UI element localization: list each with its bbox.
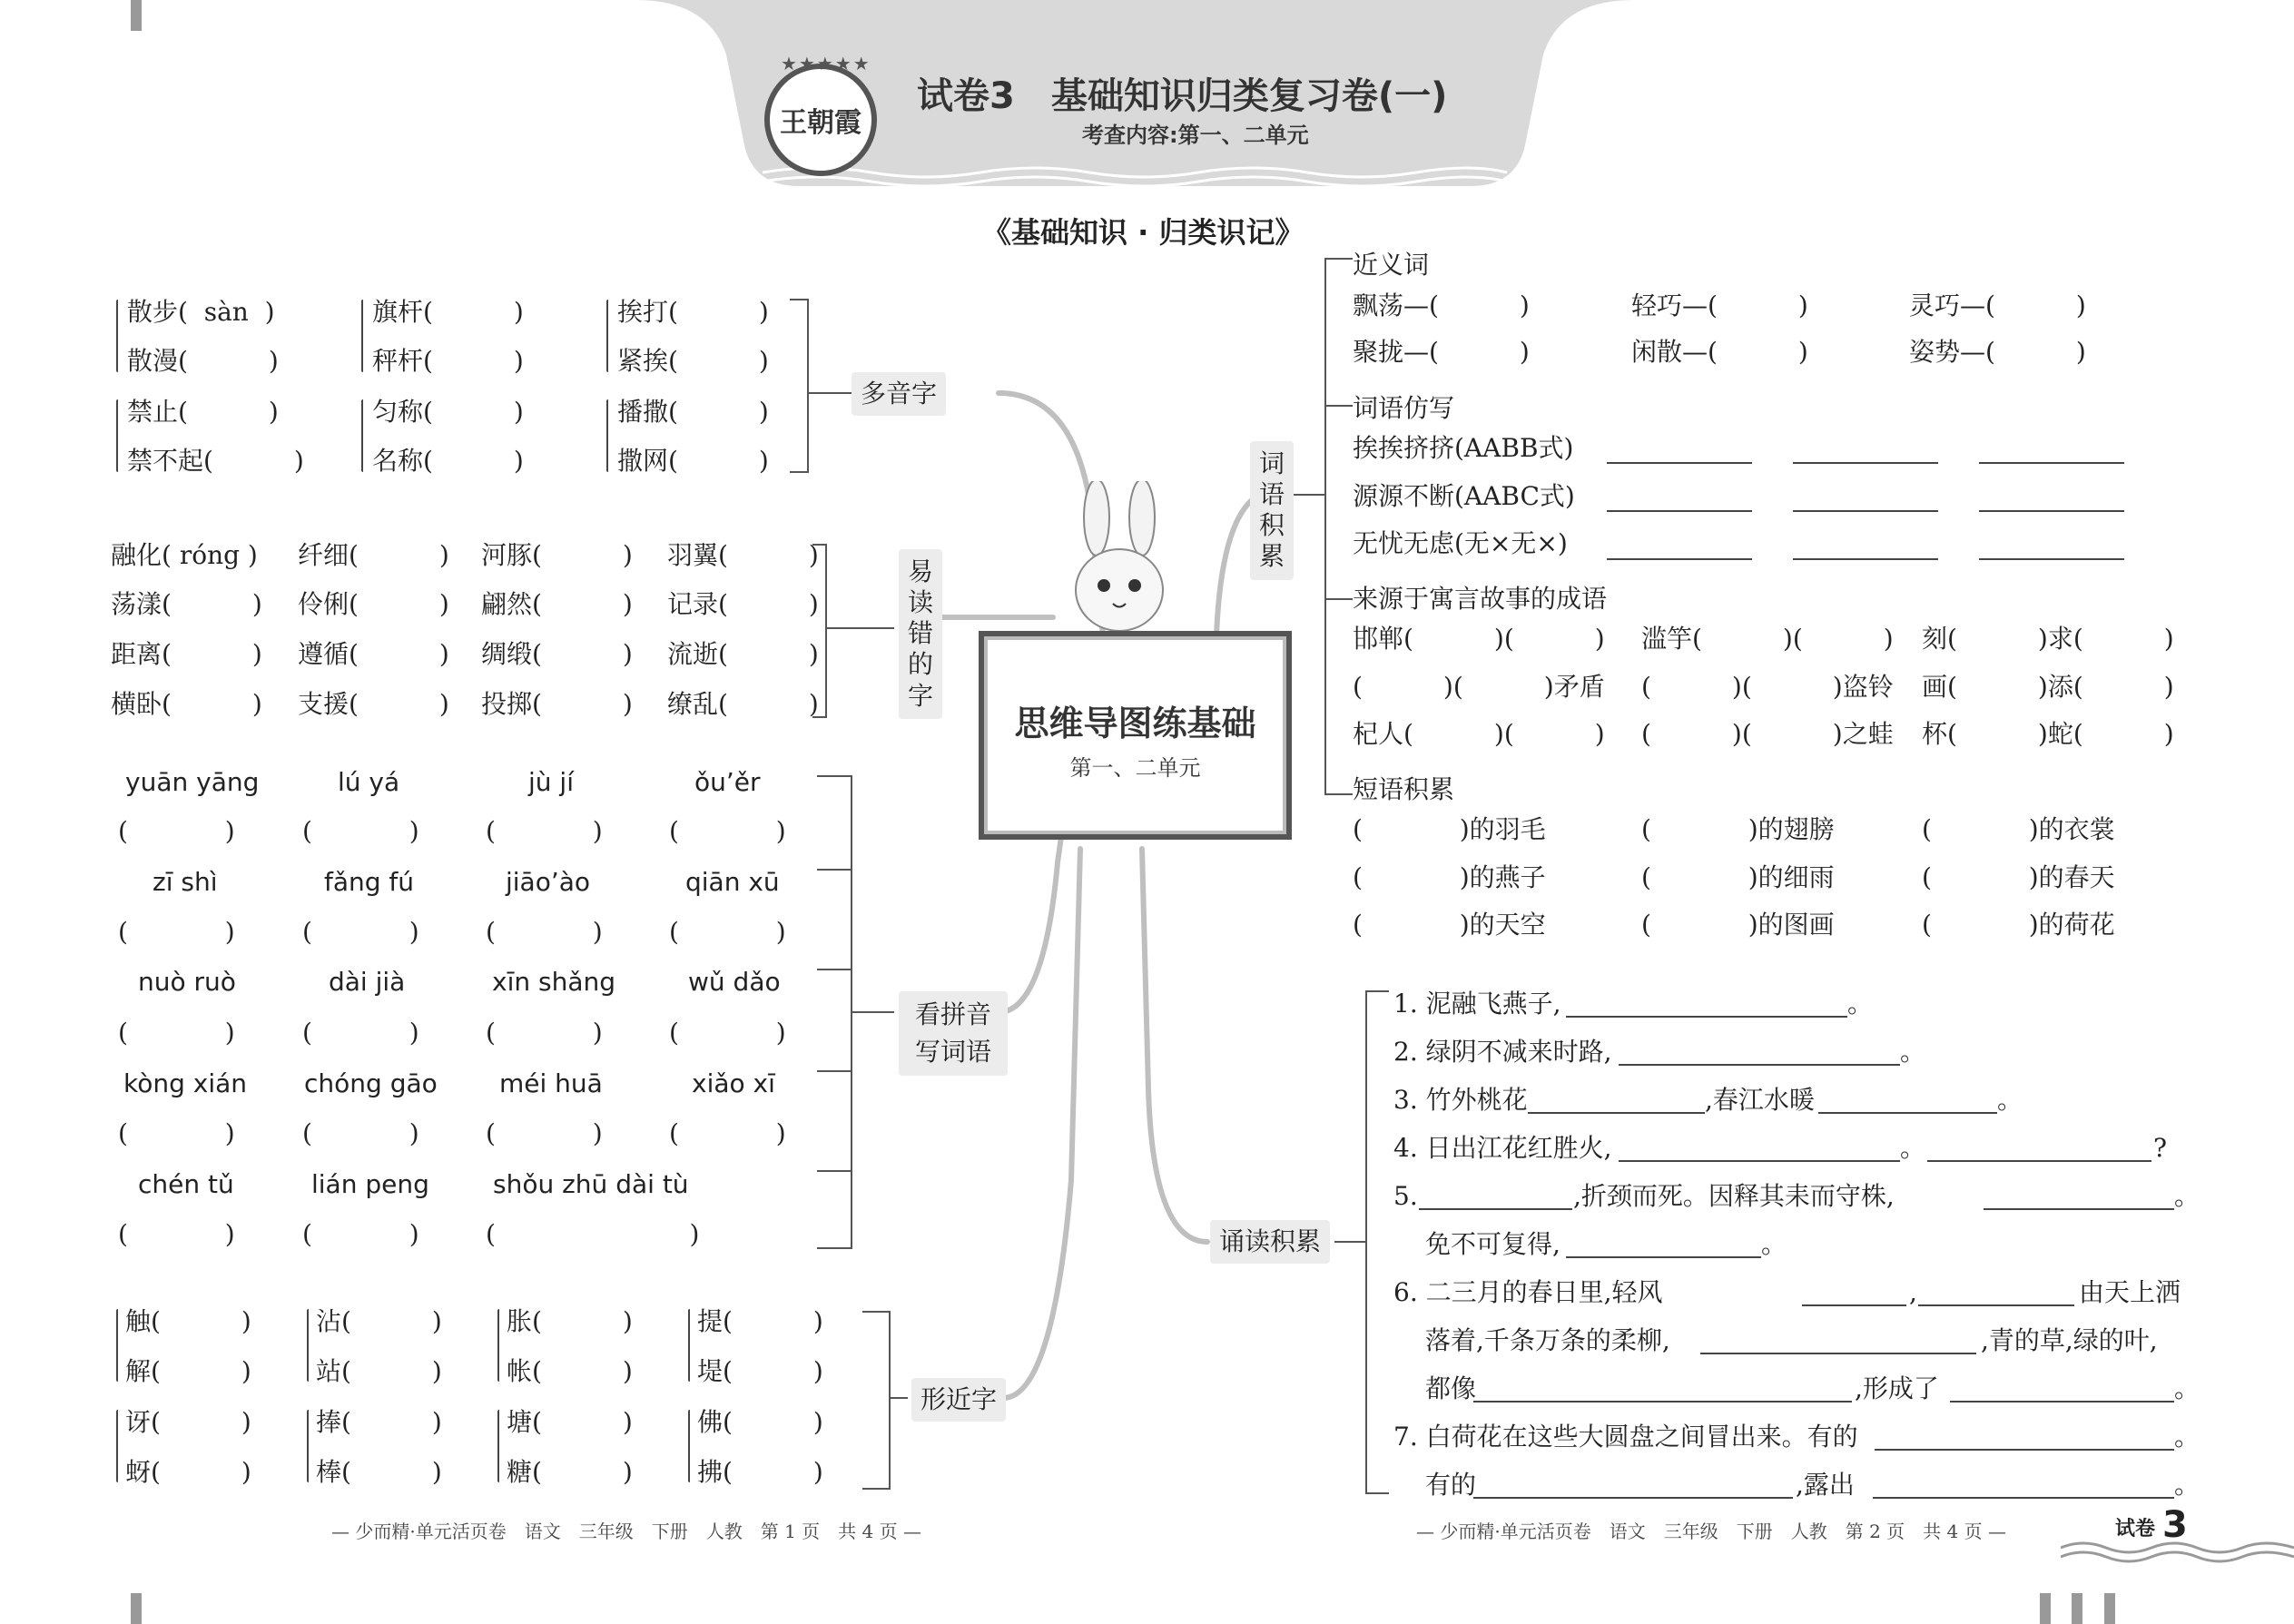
idiom-item: ( )( )之蛙 (1641, 719, 1894, 749)
logo-stars: ★★★★★ (781, 53, 871, 74)
phrase-item: ( )的荷花 (1922, 910, 2115, 940)
idiom-item: 邯郸( )( ) (1353, 624, 1605, 654)
polyphone-item: 旗杆( ) (372, 297, 524, 327)
similar-brace (307, 1309, 309, 1382)
recite-fragment: ,青的草,绿的叶, (1981, 1325, 2158, 1355)
recite-period: 。 (1900, 1037, 1926, 1067)
polyphone-item: 散步( sàn ) (127, 297, 275, 327)
branch-vocab-label: 词语积累 (1258, 448, 1285, 572)
pinyin-blank[interactable]: ( ) (669, 917, 786, 947)
similar-item: 站( ) (316, 1356, 442, 1386)
phrase-item: ( )的图画 (1641, 910, 1835, 940)
pinyin-prompt: lián peng (311, 1169, 429, 1199)
synonym-item: 飘荡—( ) (1353, 290, 1530, 320)
recite-period: 。 (2174, 1181, 2200, 1211)
synonym-item: 灵巧—( ) (1909, 290, 2086, 320)
misread-item: 缭乱( ) (667, 689, 819, 719)
similar-item: 沾( ) (316, 1306, 442, 1336)
pinyin-prompt: nuò ruò (138, 967, 236, 997)
synonym-item: 姿势—( ) (1909, 337, 2086, 367)
recite-line: 6. 二三月的春日里,轻风 (1393, 1277, 1663, 1307)
pinyin-blank-long[interactable]: ( ) (486, 1219, 700, 1249)
recite-line: 1. 泥融飞燕子, (1393, 989, 1561, 1019)
paper-label: 试卷 (2115, 1518, 2156, 1540)
recite-line: 落着,千条万条的柔柳, (1425, 1325, 1670, 1355)
pinyin-prompt: chóng gāo (304, 1068, 438, 1098)
paper-number: 3 (2162, 1504, 2188, 1546)
recite-period: 。 (2174, 1373, 2200, 1403)
similar-brace (688, 1410, 690, 1482)
recite-period: 。 (2174, 1470, 2200, 1500)
section-banner: 《基础知识 · 归类识记》 (982, 215, 1305, 250)
idiom-item: ( )( )矛盾 (1353, 672, 1605, 702)
branch-misread (899, 549, 942, 719)
recite-line: 免不可复得, (1425, 1229, 1561, 1259)
pinyin-prompt: chén tǔ (138, 1169, 234, 1199)
page-title: 试卷3 基础知识归类复习卷(一) (917, 75, 1448, 117)
center-board (979, 631, 1292, 840)
pinyin-prompt: xīn shǎng (492, 967, 616, 997)
pinyin-prompt: xiǎo xī (692, 1068, 775, 1098)
polyphone-item: 匀称( ) (372, 397, 524, 427)
pinyin-blank[interactable]: ( ) (486, 816, 603, 846)
misread-item: 支援( ) (298, 689, 449, 719)
polyphone-item: 播撒( ) (617, 397, 769, 427)
recite-line: 5. (1393, 1181, 1418, 1211)
pinyin-prompt: jù jí (528, 767, 574, 797)
pinyin-prompt: méi huā (499, 1068, 603, 1098)
polyphone-brace (361, 300, 363, 372)
pinyin-blank[interactable]: ( ) (486, 1118, 603, 1148)
footer-right: — 少而精·单元活页卷 语文 三年级 下册 人教 第 2 页 共 4 页 — (1416, 1521, 2006, 1542)
pinyin-blank[interactable]: ( ) (118, 816, 235, 846)
misread-item: 绸缎( ) (481, 639, 633, 669)
misread-item: 荡漾( ) (111, 589, 262, 619)
misread-item: 翩然( ) (481, 589, 633, 619)
misread-item: 羽翼( ) (667, 540, 819, 570)
recite-question: ? (2153, 1133, 2168, 1163)
recite-line: 7. 白荷花在这些大圆盘之间冒出来。有的 (1393, 1422, 1858, 1452)
phrase-item: ( )的春天 (1922, 862, 2115, 892)
polyphone-item: 禁不起( ) (127, 446, 304, 476)
branch-polyphone: 多音字 (852, 372, 946, 416)
misread-item: 融化( róng ) (111, 540, 258, 570)
similar-brace (688, 1309, 690, 1382)
polyphone-brace (606, 399, 608, 472)
misread-item: 记录( ) (667, 589, 819, 619)
center-title: 思维导图练基础 (1014, 704, 1256, 743)
recite-line: 4. 日出江花红胜火, (1393, 1133, 1612, 1163)
recite-line: 都像 (1425, 1373, 1477, 1403)
recite-period: 。 (1761, 1229, 1787, 1259)
polyphone-item: 紧挨( ) (617, 346, 769, 376)
polyphone-brace (116, 399, 118, 472)
similar-item: 提( ) (697, 1306, 823, 1336)
polyphone-item: 名称( ) (372, 446, 524, 476)
pinyin-prompt: dài jià (329, 967, 406, 997)
pinyin-prompt: zī shì (153, 867, 218, 897)
idiom-item: ( )( )盗铃 (1641, 672, 1894, 702)
polyphone-item: 散漫( ) (127, 346, 279, 376)
pinyin-prompt: wǔ dǎo (688, 967, 781, 997)
recite-fragment: ,春江水暖 (1705, 1085, 1815, 1115)
similar-item: 拂( ) (697, 1457, 823, 1487)
idiom-item: 杯( )蛇( ) (1922, 719, 2174, 749)
idiom-item: 杞人( )( ) (1353, 719, 1605, 749)
misread-item: 流逝( ) (667, 639, 819, 669)
recite-period: 。 (2174, 1422, 2200, 1452)
misread-item: 伶俐( ) (298, 589, 449, 619)
page-subtitle: 考查内容:第一、二单元 (1082, 123, 1309, 148)
pinyin-prompt: qiān xū (685, 867, 780, 897)
similar-item: 棒( ) (316, 1457, 442, 1487)
pinyin-blank[interactable]: ( ) (302, 1219, 419, 1249)
misread-item: 河豚( ) (481, 540, 633, 570)
similar-item: 讶( ) (125, 1407, 251, 1437)
pinyin-blank[interactable]: ( ) (302, 816, 419, 846)
recite-period: 。 (1847, 989, 1874, 1019)
recite-comma: , (1909, 1277, 1917, 1307)
imitate-item: 挨挨挤挤(AABB式) (1353, 433, 1574, 463)
imitate-item: 源源不断(AABC式) (1353, 481, 1575, 511)
similar-brace (116, 1309, 118, 1382)
pinyin-blank[interactable]: ( ) (486, 917, 603, 947)
phrase-item: ( )的衣裳 (1922, 814, 2115, 844)
pinyin-blank[interactable]: ( ) (302, 1118, 419, 1148)
imitate-heading: 词语仿写 (1353, 393, 1455, 423)
similar-brace (497, 1410, 499, 1482)
similar-brace (116, 1410, 118, 1482)
pinyin-blank[interactable]: ( ) (669, 1118, 786, 1148)
misread-item: 横卧( ) (111, 689, 262, 719)
imitate-answer-lines (1598, 427, 2142, 572)
idiom-item: 画( )添( ) (1922, 672, 2174, 702)
polyphone-item: 挨打( ) (617, 297, 769, 327)
synonym-item: 聚拢—( ) (1353, 337, 1530, 367)
similar-item: 佛( ) (697, 1407, 823, 1437)
pinyin-prompt: ǒu’ěr (694, 767, 761, 797)
recite-period: 。 (1900, 1133, 1926, 1163)
similar-item: 捧( ) (316, 1407, 442, 1437)
idiom-item: 滥竽( )( ) (1641, 624, 1894, 654)
recite-line: 2. 绿阴不减来时路, (1393, 1037, 1612, 1067)
polyphone-item: 秤杆( ) (372, 346, 524, 376)
footer-left: — 少而精·单元活页卷 语文 三年级 下册 人教 第 1 页 共 4 页 — (331, 1521, 921, 1542)
misread-item: 距离( ) (111, 639, 262, 669)
branch-recite: 诵读积累 (1210, 1220, 1330, 1264)
synonyms-heading: 近义词 (1353, 250, 1430, 280)
pinyin-blank[interactable]: ( ) (669, 1018, 786, 1048)
pinyin-blank[interactable]: ( ) (118, 1219, 235, 1249)
pinyin-prompt: fǎng fú (324, 867, 415, 897)
phrase-item: ( )的细雨 (1641, 862, 1835, 892)
phrase-item: ( )的燕子 (1353, 862, 1546, 892)
phrase-item: ( )的天空 (1353, 910, 1546, 940)
polyphone-item: 撒网( ) (617, 446, 769, 476)
pinyin-prompt: yuān yāng (125, 767, 260, 797)
misread-item: 纤细( ) (298, 540, 449, 570)
pinyin-blank[interactable]: ( ) (118, 1118, 235, 1148)
similar-item: 解( ) (125, 1356, 251, 1386)
pinyin-prompt: lú yá (338, 767, 400, 797)
similar-item: 塘( ) (507, 1407, 633, 1437)
synonym-item: 轻巧—( ) (1631, 290, 1808, 320)
phrases-heading: 短语积累 (1353, 774, 1455, 804)
synonym-item: 闲散—( ) (1631, 337, 1808, 367)
recite-line: 有的 (1425, 1470, 1477, 1500)
misread-item: 投掷( ) (481, 689, 633, 719)
branch-vocab (1250, 441, 1294, 580)
pinyin-blank[interactable]: ( ) (486, 1018, 603, 1048)
phrase-item: ( )的翅膀 (1641, 814, 1835, 844)
recite-period: 。 (1997, 1085, 2023, 1115)
similar-item: 帐( ) (507, 1356, 633, 1386)
recite-fragment: ,折颈而死。因释其耒而守株, (1573, 1181, 1895, 1211)
similar-item: 胀( ) (507, 1306, 633, 1336)
pinyin-blank[interactable]: ( ) (118, 917, 235, 947)
pinyin-blank[interactable]: ( ) (669, 816, 786, 846)
polyphone-item: 禁止( ) (127, 397, 279, 427)
logo-text: 王朝霞 (780, 107, 861, 139)
pinyin-blank[interactable]: ( ) (302, 1018, 419, 1048)
recite-fragment: ,形成了 (1855, 1373, 1939, 1403)
branch-pinyin-label: 看拼音写词语 (914, 999, 991, 1067)
rabbit-illustration (1069, 481, 1169, 640)
misread-item: 遵循( ) (298, 639, 449, 669)
branch-pinyin (899, 991, 1008, 1076)
similar-item: 堤( ) (697, 1356, 823, 1386)
center-subtitle: 第一、二单元 (1069, 755, 1201, 781)
branch-similar: 形近字 (911, 1378, 1006, 1422)
similar-brace (307, 1410, 309, 1482)
branch-misread-label: 易读错的字 (907, 556, 933, 711)
recite-line: 3. 竹外桃花 (1393, 1085, 1528, 1115)
idioms-heading: 来源于寓言故事的成语 (1353, 584, 1608, 614)
pinyin-blank[interactable]: ( ) (118, 1018, 235, 1048)
pinyin-prompt: jiāo’ào (506, 867, 591, 897)
polyphone-brace (361, 399, 363, 472)
idiom-item: 刻( )求( ) (1922, 624, 2174, 654)
polyphone-brace (606, 300, 608, 372)
similar-item: 蚜( ) (125, 1457, 251, 1487)
similar-brace (497, 1309, 499, 1382)
polyphone-brace (116, 300, 118, 372)
pinyin-prompt: shǒu zhū dài tù (493, 1169, 689, 1199)
similar-item: 触( ) (125, 1306, 251, 1336)
recite-fragment: ,露出 (1796, 1470, 1855, 1500)
imitate-item: 无忧无虑(无×无×) (1353, 528, 1568, 558)
pinyin-prompt: kòng xián (123, 1068, 248, 1098)
pinyin-blank[interactable]: ( ) (302, 917, 419, 947)
recite-fragment: 由天上洒 (2079, 1277, 2181, 1307)
similar-item: 糖( ) (507, 1457, 633, 1487)
phrase-item: ( )的羽毛 (1353, 814, 1546, 844)
